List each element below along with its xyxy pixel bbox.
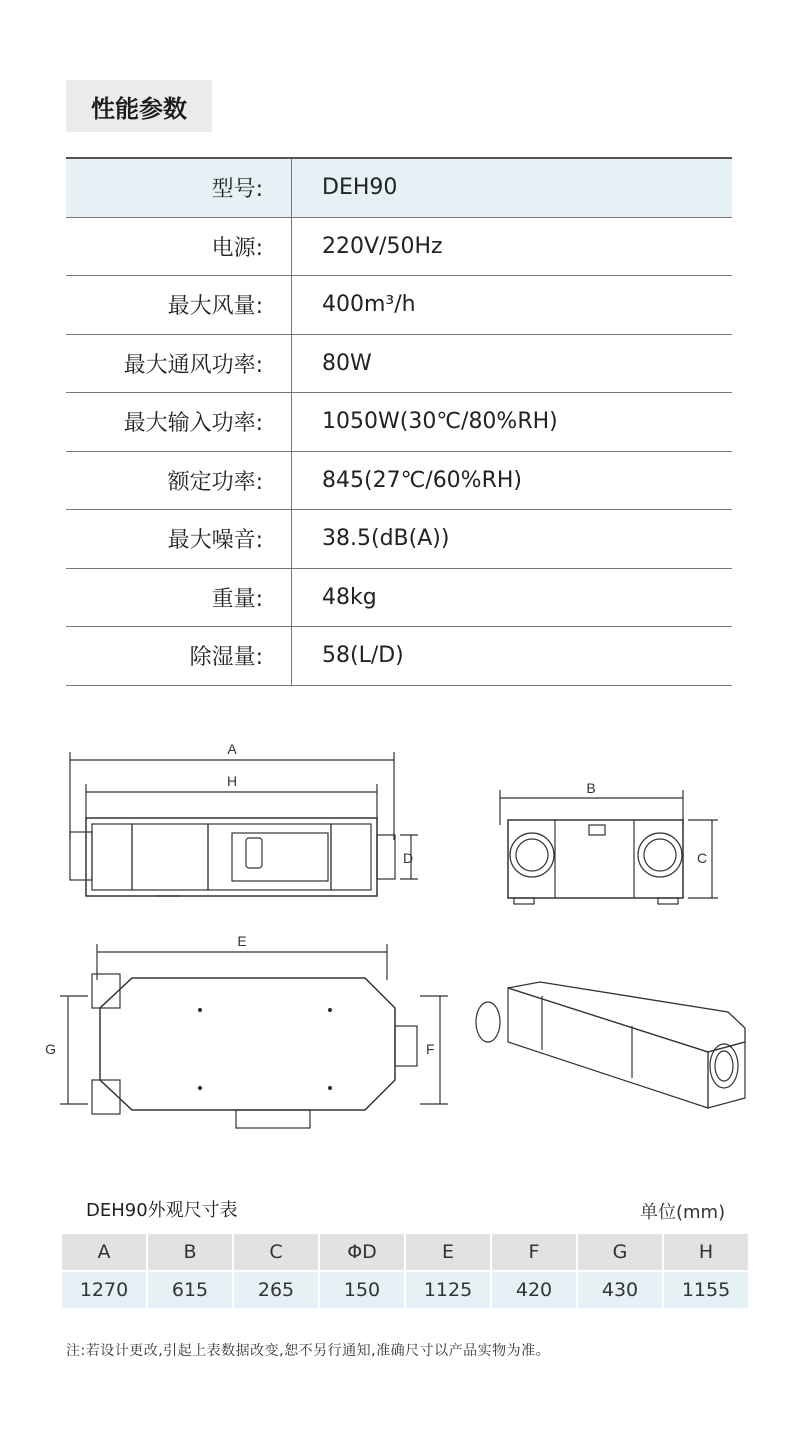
dimension-header-row xyxy=(62,1234,750,1270)
dimension-value: 615 xyxy=(148,1272,232,1308)
dimension-value: 1155 xyxy=(664,1272,748,1308)
spec-label: 除湿量: xyxy=(66,627,292,685)
label-f: F xyxy=(426,1041,435,1057)
top-view-drawing xyxy=(60,944,448,1128)
spec-label: 最大噪音: xyxy=(66,510,292,568)
spec-value: 58(L/D) xyxy=(322,643,404,669)
dimension-value: 420 xyxy=(492,1272,576,1308)
dimension-value: 1270 xyxy=(62,1272,146,1308)
dimension-value-row xyxy=(62,1270,750,1308)
dimension-value: 430 xyxy=(578,1272,662,1308)
spec-row-rated-power xyxy=(66,452,732,511)
spec-row-noise xyxy=(66,510,732,569)
unit-label: 单位(mm) xyxy=(640,1202,726,1223)
spec-label: 型号: xyxy=(66,159,292,217)
dimension-header: B xyxy=(148,1234,232,1270)
spec-value: 220V/50Hz xyxy=(322,233,443,259)
dimension-header: H xyxy=(664,1234,748,1270)
label-d: D xyxy=(403,850,414,866)
dimension-header: E xyxy=(406,1234,490,1270)
label-b: B xyxy=(586,780,596,796)
dimension-header: F xyxy=(492,1234,576,1270)
spec-row-power xyxy=(66,218,732,277)
spec-value: 400m³/h xyxy=(322,292,416,318)
spec-label: 最大风量: xyxy=(66,276,292,334)
spec-row-vent-power xyxy=(66,335,732,394)
spec-label: 重量: xyxy=(66,569,292,627)
spec-value: 48kg xyxy=(322,584,377,610)
label-e: E xyxy=(237,933,247,949)
spec-row-input-power xyxy=(66,393,732,452)
label-h: H xyxy=(226,773,238,789)
spec-table xyxy=(66,157,732,686)
dimension-table xyxy=(62,1234,750,1308)
spec-value: 80W xyxy=(322,350,372,376)
disclaimer-note: 注:若设计更改,引起上表数据改变,恕不另行通知,准确尺寸以产品实物为准。 xyxy=(66,1343,551,1359)
dimension-drawings xyxy=(0,730,800,1150)
dimension-table-title: DEH90外观尺寸表 xyxy=(86,1200,238,1221)
spec-value: 38.5(dB(A)) xyxy=(322,526,450,552)
dimension-value: 150 xyxy=(320,1272,404,1308)
spec-row-weight xyxy=(66,569,732,628)
dimension-header: C xyxy=(234,1234,318,1270)
spec-label: 最大通风功率: xyxy=(66,335,292,393)
label-g: G xyxy=(45,1041,56,1057)
dimension-header: A xyxy=(62,1234,146,1270)
spec-value: 1050W(30℃/80%RH) xyxy=(322,409,558,435)
spec-label: 额定功率: xyxy=(66,452,292,510)
dimension-value: 265 xyxy=(234,1272,318,1308)
spec-row-dehumidify xyxy=(66,627,732,686)
label-a: A xyxy=(227,741,237,757)
label-c: C xyxy=(697,850,708,866)
dimension-value: 1125 xyxy=(406,1272,490,1308)
dimension-header: ΦD xyxy=(320,1234,404,1270)
spec-row-airflow xyxy=(66,276,732,335)
side-view-drawing xyxy=(500,790,718,904)
spec-value: DEH90 xyxy=(322,175,398,201)
spec-row-model xyxy=(66,159,732,218)
spec-value: 845(27℃/60%RH) xyxy=(322,467,522,493)
dimension-header: G xyxy=(578,1234,662,1270)
front-view-drawing xyxy=(70,752,418,896)
section-title: 性能参数 xyxy=(66,80,212,132)
spec-label: 电源: xyxy=(66,218,292,276)
spec-label: 最大输入功率: xyxy=(66,393,292,451)
isometric-view-drawing xyxy=(476,982,745,1150)
